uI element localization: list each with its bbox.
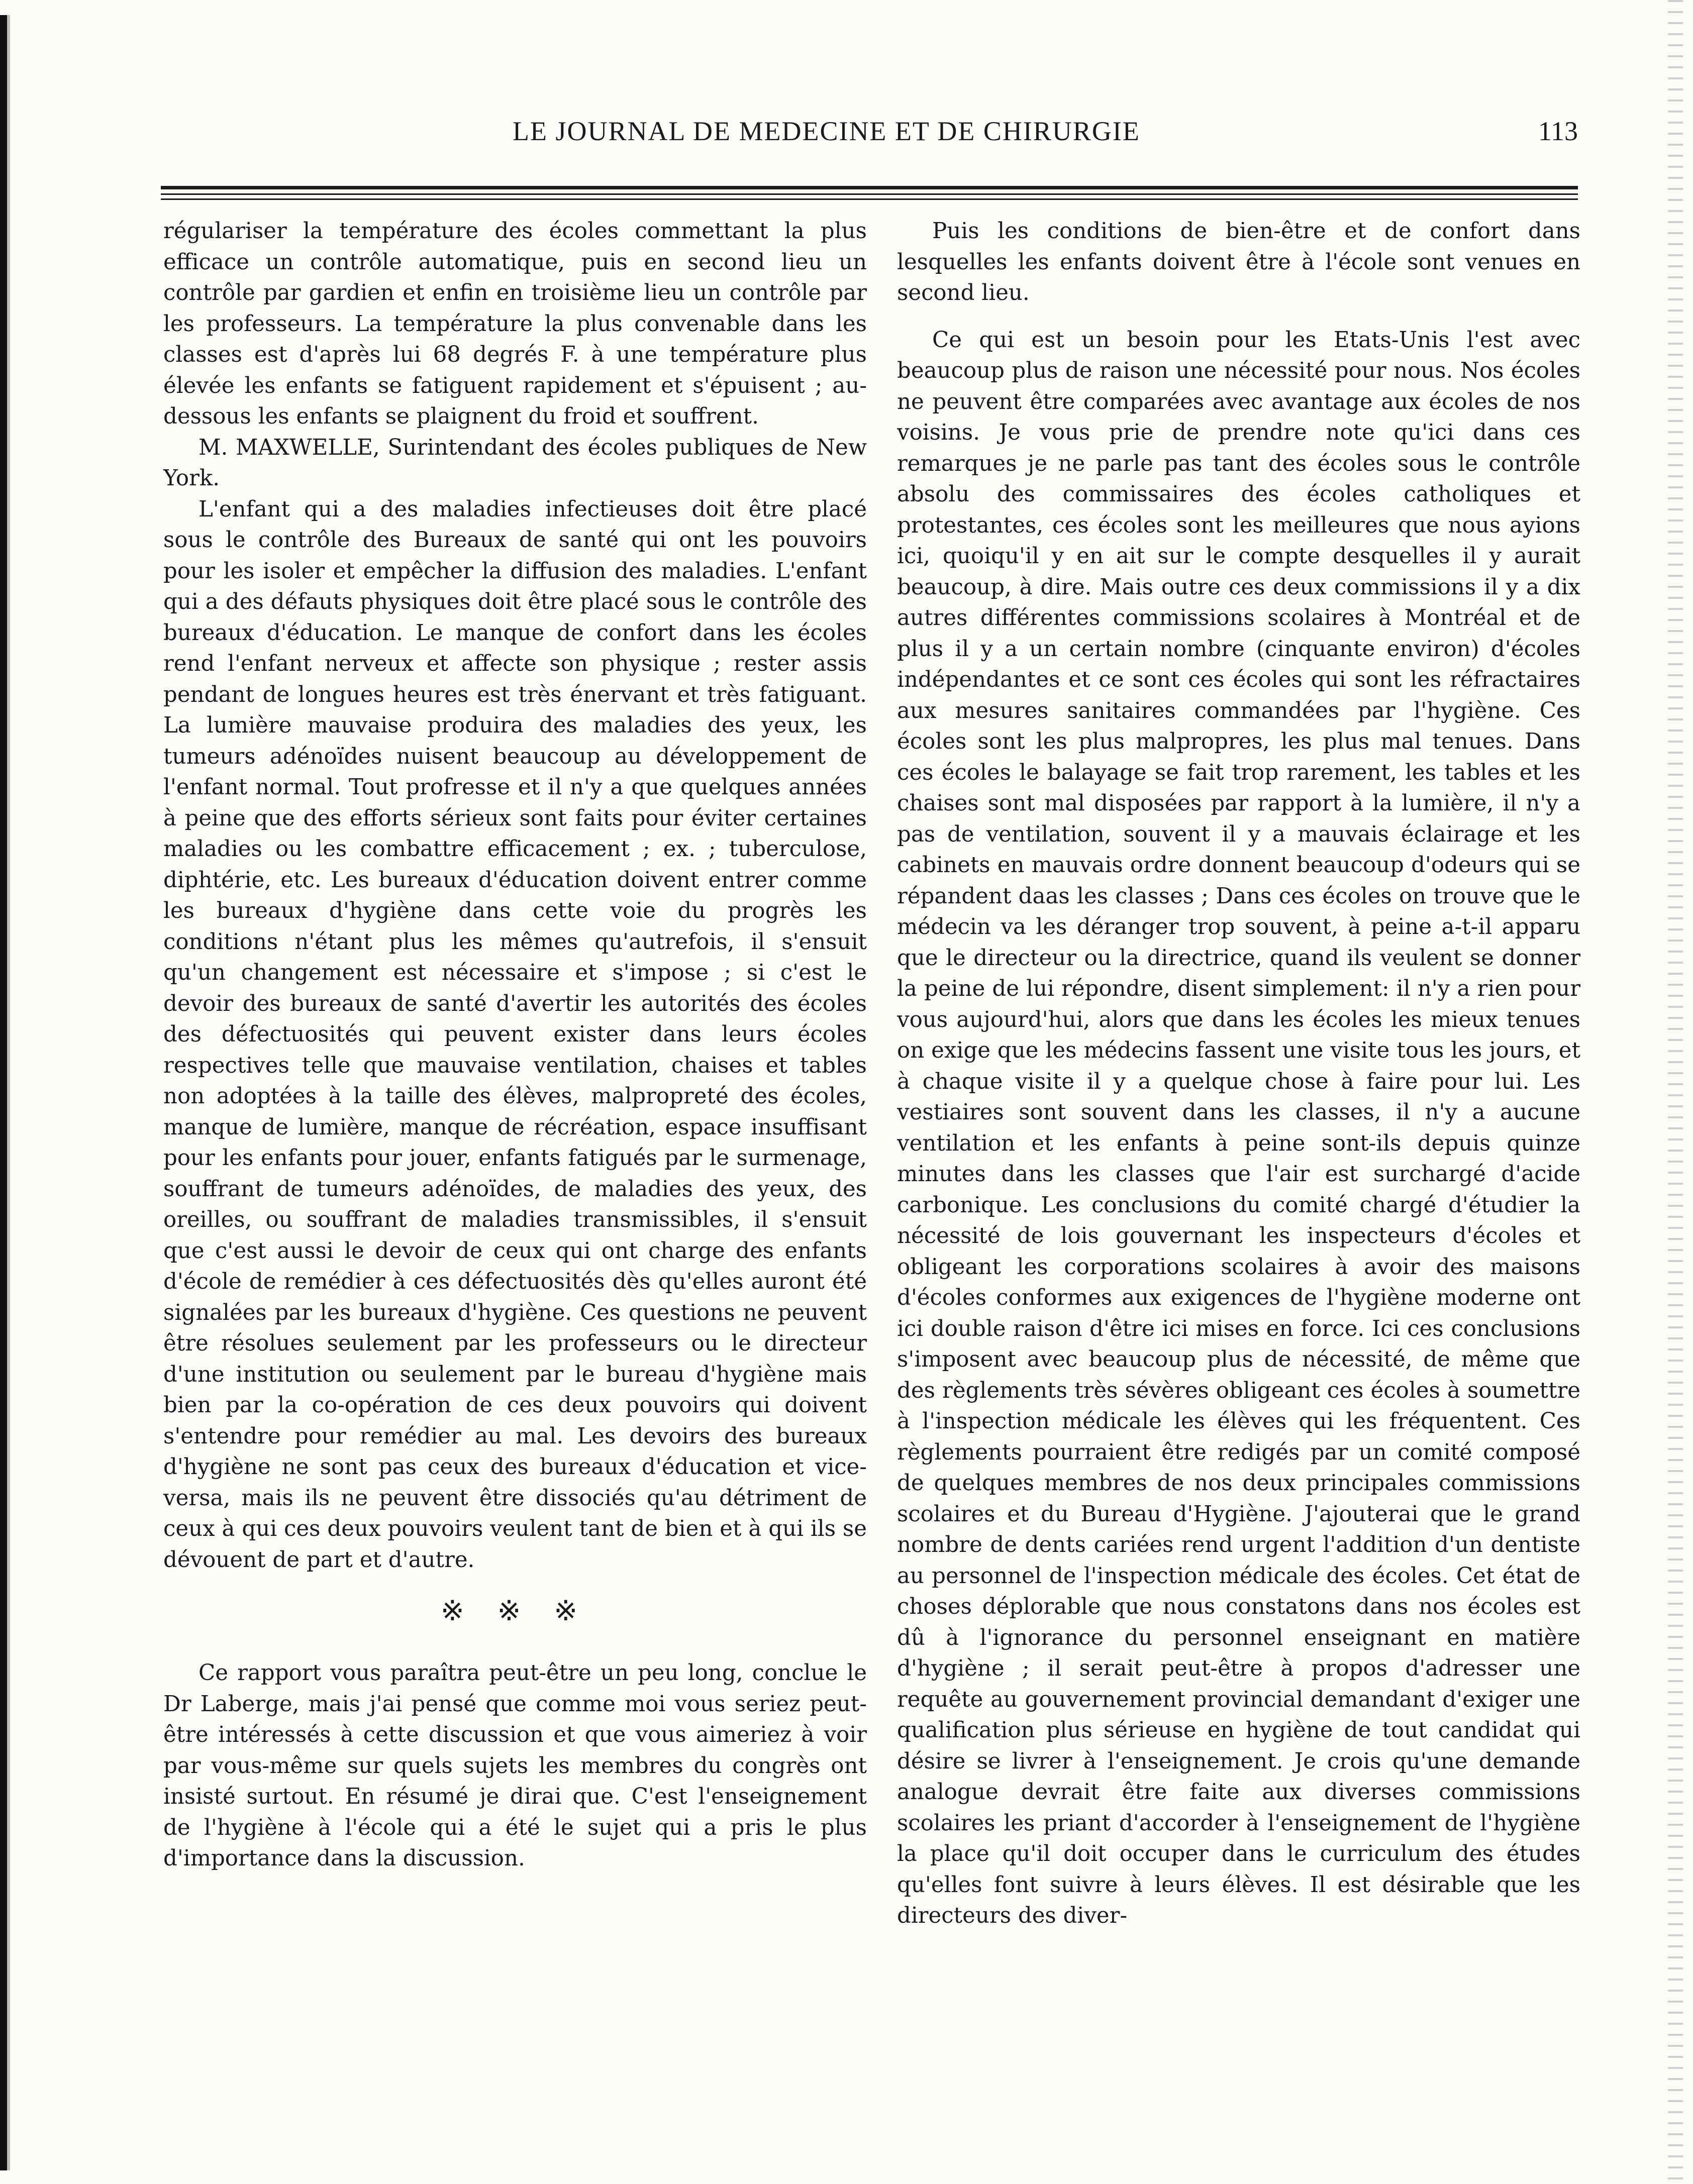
left-column [163, 216, 867, 1875]
right-column [897, 216, 1580, 1932]
paragraph: régulariser la température des écoles commettant la plus efficace un contrôle automatique, puis en second lieu un contrôle par gardien et enfin en troisième lieu un contrôle par les professeurs. La température la plus convenable dans les classes est d'après lui 68 degrés F. à une température plus élevée les enfants se fatiguent rapidement et s'épuisent ; au-dessous les enfants se plaignent du froid et souffrent. [163, 219, 867, 429]
page-header [161, 116, 1578, 161]
paragraph: L'enfant qui a des maladies infectieuses doit être placé sous le contrôle des Bureaux de santé qui ont les pouvoirs pour les isoler et empêcher la diffusion des maladies. L'enfant qui a des défauts physiques doit être placé sous le contrôle des bureaux d'éducation. Le manque de confort dans les écoles rend l'enfant nerveux et affecte son physique ; rester assis pendant de longues heures est très énervant et très fatiguant. La lumière mauvaise produira des maladies des yeux, les tumeurs adénoïdes nuisent beaucoup au développement de l'enfant normal. Tout profresse et il n'y a que quelques années à peine que des efforts sérieux sont faits pour éviter certaines maladies ou les combattre efficacement ; ex. ; tuberculose, diphtérie, etc. Les bureaux d'éducation doivent entrer comme les bureaux d'hygiène dans cette voie du progrès les conditions n'étant plus les mêmes qu'autrefois, il s'ensuit qu'un changement est nécessaire et s'impose ; si c'est le devoir des bureaux de santé d'avertir les autorités des écoles des défectuosités qui peuvent exister dans leurs écoles respectives telle que mauvaise ventilation, chaises et tables non adoptées à la taille des élèves, malpropreté des écoles, manque de lumière, manque de récréation, espace insuffisant pour les enfants pour jouer, enfants fatigués par le surmenage, souffrant de tumeurs adénoïdes, de maladies des yeux, des oreilles, ou souffrant de maladies transmissibles, il s'ensuit que c'est aussi le devoir de ceux qui ont charge des enfants d'école de remédier à ces défectuosités dès qu'elles auront été signalées par les bureaux d'hygiène. Ces questions ne peuvent être résolues seulement par les professeurs ou le directeur d'une institution ou seulement par le bureau d'hygiène mais bien par la co-opération de ces deux pouvoirs qui doivent s'entendre pour remédier au mal. Les devoirs des bureaux d'hygiène ne sont pas ceux des bureaux d'éducation et vice-versa, mais ils ne peuvent être dissociés qu'au détriment de ceux à qui ces deux pouvoirs veulent tant de bien et à qui ils se dévouent de part et d'autre. [163, 496, 867, 1573]
header-rule-thin [161, 198, 1578, 200]
paragraph: Ce qui est un besoin pour les Etats-Unis l'est avec beaucoup plus de raison une nécessité pour nous. Nos écoles ne peuvent être comparées avec avantage aux écoles de nos voisins. Je vous prie de prendre note qu'ici dans ces remarques je ne parle pas tant des écoles sous le contrôle absolu des commissaires des écoles catholiques et protestantes, ces écoles sont les meilleures que nous ayions ici, quoiqu'il y en ait sur le compte desquelles il y aurait beaucoup, à dire. Mais outre ces deux commissions il y a dix autres différentes commissions scolaires à Montréal et de plus il y a un certain nombre (cinquante environ) d'écoles indépendantes et ce sont ces écoles qui sont les réfractaires aux mesures sanitaires commandées par l'hygiène. Ces écoles sont les plus malpropres, les plus mal tenues. Dans ces écoles le balayage se fait trop rarement, les tables et les chaises sont mal disposées par rapport à la lumière, il n'y a pas de ventilation, souvent il y a mauvais éclairage et les cabinets en mauvais ordre donnent beaucoup d'odeurs qui se répandent daas les classes ; Dans ces écoles on trouve que le médecin va les déranger trop souvent, à peine a-t-il apparu que le directeur ou la directrice, quand ils veulent se donner la peine de lui répondre, disent simplement: il n'y a rien pour vous aujourd'hui, alors que dans les écoles les mieux tenues on exige que les médecins fassent une visite tous les jours, et à chaque visite il y a quelque chose à faire pour lui. Les vestiaires sont souvent dans les classes, il n'y a aucune ventilation et les enfants à peine sont-ils depuis quinze minutes dans les classes que l'air est surchargé d'acide carbonique. Les conclusions du comité chargé d'étudier la nécessité de lois gouvernant les inspecteurs d'écoles et obligeant les corporations scolaires à avoir des maisons d'écoles conformes aux exigences de l'hygiène moderne ont ici double raison d'être ici mises en force. Ici ces conclusions s'imposent avec beaucoup plus de nécessité, de même que des règlements très sévères obligeant ces écoles à soumettre à l'inspection médicale les élèves qui les fréquentent. Ces règlements pourraient être redigés par un comité composé de quelques membres de nos deux principales commissions scolaires et du Bureau d'Hygiène. J'ajouterai que le grand nombre de dents cariées rend urgent l'addition d'un dentiste au personnel de l'inspection médicale des écoles. Cet état de choses déplorable que nous constatons dans nos écoles est dû à l'ignorance du personnel enseignant en matière d'hygiène ; il serait peut-être à propos d'adresser une requête au gouvernement provincial demandant d'exiger une qualification plus sérieuse en hygiène de tout candidat qui désire se livrer à l'enseignement. Je crois qu'une demande analogue devrait être faite aux diverses commissions scolaires les priant d'accorder à l'enseignement de l'hygiène la place qu'il doit occuper dans le curriculum des études qu'elles font suivre à leurs élèves. Il est désirable que les directeurs des diver- [897, 327, 1580, 1928]
header-rule-thick [161, 186, 1578, 189]
page-number: 113 [1538, 116, 1578, 146]
page-binding-edge [0, 15, 10, 2170]
page-scan-edge [1668, 0, 1683, 2184]
paragraph: Puis les conditions de bien-être et de confort dans lesquelles les enfants doivent être à l'école sont venues en second lieu. [897, 219, 1580, 305]
header-rule-thin [161, 193, 1578, 195]
section-separator: ※ ※ ※ [440, 1595, 590, 1627]
paragraph: Ce rapport vous paraîtra peut-être un peu long, conclue le Dr Laberge, mais j'ai pensé que comme moi vous seriez peut-être intéressés à cette discussion et que vous aimeriez à voir par vous-même sur quels sujets les membres du congrès ont insisté surtout. En résumé je dirai que. C'est l'enseignement de l'hygiène à l'école qui a été le sujet qui a pris le plus d'importance dans la discussion. [163, 1660, 867, 1871]
running-title: LE JOURNAL DE MEDECINE ET DE CHIRURGIE [513, 116, 1140, 146]
speaker-heading: M. MAXWELLE, Surintendant des écoles publiques de New York. [163, 435, 867, 491]
